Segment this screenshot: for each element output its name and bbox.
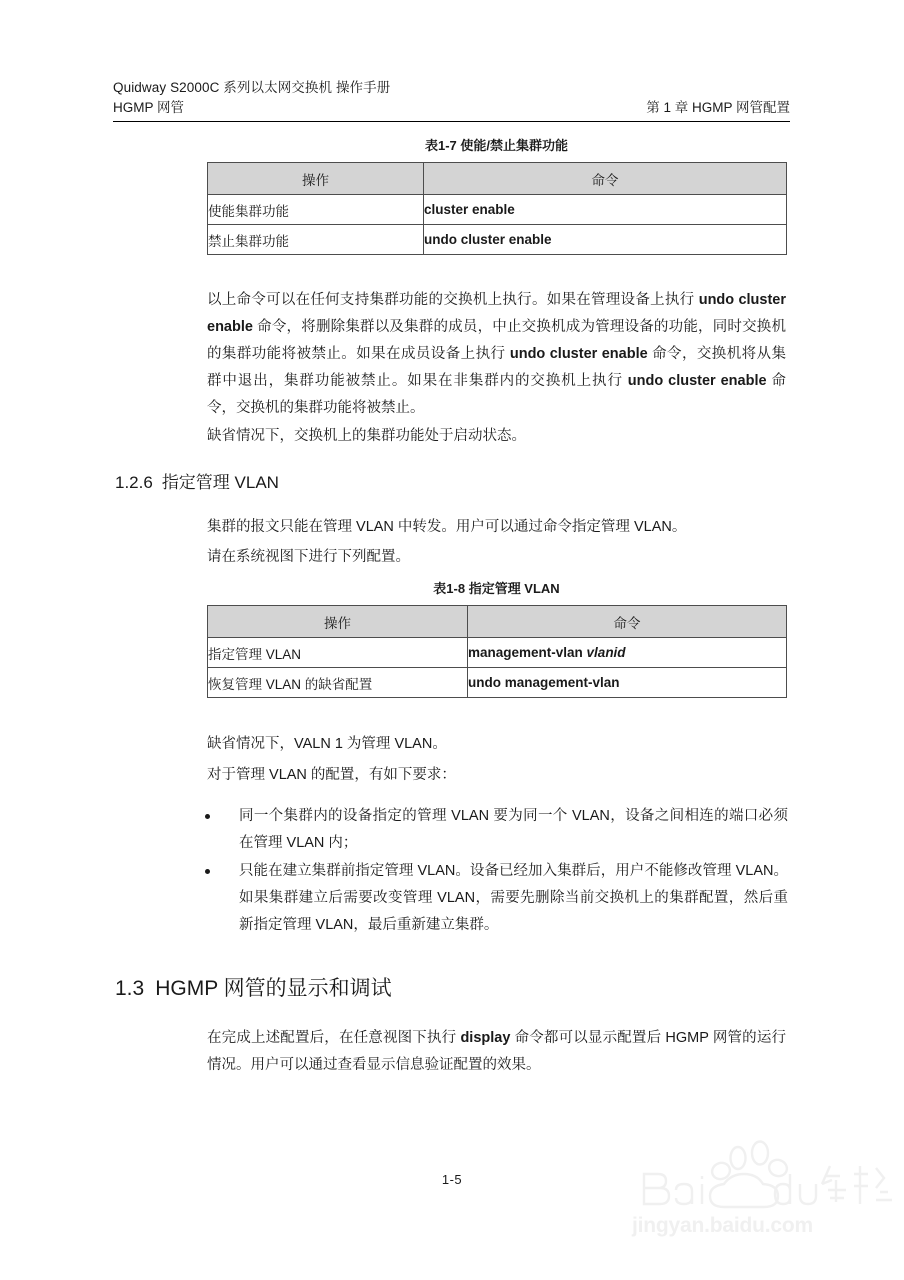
paragraph-default-vlan xyxy=(207,731,786,758)
para-text: 请在系统视图下进行下列配置。 xyxy=(207,549,410,565)
para-text: 缺省情况下，交换机上的集群功能处于启动状态。 xyxy=(207,428,526,444)
header-chapter-right: 第 1 章 HGMP 网管配置 xyxy=(646,100,790,115)
para-text: 以上命令可以在任何支持集群功能的交换机上执行。如果在管理设备上执行 xyxy=(207,292,699,308)
table-row xyxy=(208,638,787,668)
table-1-8-wrapper xyxy=(207,605,786,698)
paragraph-cluster-enable xyxy=(207,287,786,422)
command-text: management-vlan xyxy=(468,645,587,660)
table-row xyxy=(208,668,787,698)
para-text: 命令，将删除集群以及集群的成员，中止交换机成为管理设备的功能，同时交换机的集群功能将被禁止。如果在成员设备上执行 xyxy=(207,319,786,362)
command-inline: undo cluster enable xyxy=(509,346,648,362)
cell-operation: 指定管理 VLAN xyxy=(208,638,468,668)
header-second-line xyxy=(113,98,790,117)
table-1-7 xyxy=(207,162,787,255)
paragraph-vlan-requirements-lead xyxy=(207,762,786,789)
cell-command xyxy=(468,638,787,668)
table-row xyxy=(208,195,787,225)
list-item-text: 只能在建立集群前指定管理 VLAN。设备已经加入集群后，用户不能修改管理 VLAN。如果集群建立后需要改变管理 VLAN，需要先删除当前交换机上的集群配置，然后重新指定管理 VLAN，最后重新建立集群。 xyxy=(239,863,788,933)
column-header-operation: 操作 xyxy=(208,606,468,638)
list-item-text: 同一个集群内的设备指定的管理 VLAN 要为同一个 VLAN，设备之间相连的端口必须在管理 VLAN 内； xyxy=(239,808,788,851)
list-item xyxy=(205,858,788,939)
watermark-url: jingyan.baidu.com xyxy=(632,1214,813,1237)
bullet-dot-icon xyxy=(205,869,210,874)
cell-command xyxy=(468,668,787,698)
bullet-dot-icon xyxy=(205,814,210,819)
heading-number: 1.3 xyxy=(115,977,145,1000)
paragraph-vlan-intro xyxy=(207,514,786,541)
cell-operation: 使能集群功能 xyxy=(208,195,424,225)
column-header-command: 命令 xyxy=(424,163,787,195)
table-1-8 xyxy=(207,605,787,698)
column-header-command: 命令 xyxy=(468,606,787,638)
cell-operation: 恢复管理 VLAN 的缺省配置 xyxy=(208,668,468,698)
command-parameter: vlanid xyxy=(586,645,626,660)
header-chapter-left: HGMP 网管 xyxy=(113,100,185,115)
heading-1-2-6 xyxy=(115,471,790,495)
table-row xyxy=(208,225,787,255)
table-header-row xyxy=(208,163,787,195)
para-text: 对于管理 VLAN 的配置，有如下要求： xyxy=(207,767,456,783)
heading-number: 1.2.6 xyxy=(115,473,153,492)
table-1-8-caption: 表1-8 指定管理 VLAN xyxy=(433,581,560,596)
cell-command: undo cluster enable xyxy=(424,225,787,255)
paragraph-default-state xyxy=(207,423,786,450)
para-text: 集群的报文只能在管理 VLAN 中转发。用户可以通过命令指定管理 VLAN。 xyxy=(207,519,687,535)
list-item xyxy=(205,803,788,857)
paragraph-vlan-config-hint xyxy=(207,544,786,571)
manual-title: Quidway S2000C 系列以太网交换机 操作手册 xyxy=(113,80,391,95)
heading-1-3 xyxy=(115,974,790,1004)
command-inline: undo cluster enable xyxy=(627,373,767,389)
table-1-7-wrapper xyxy=(207,162,786,255)
column-header-operation: 操作 xyxy=(208,163,424,195)
heading-title: HGMP 网管的显示和调试 xyxy=(155,977,392,1000)
heading-title: 指定管理 VLAN xyxy=(161,473,279,492)
vlan-requirements-list xyxy=(205,803,788,939)
table-1-7-caption: 表1-7 使能/禁止集群功能 xyxy=(424,138,568,153)
cell-command: cluster enable xyxy=(424,195,787,225)
command-inline: display xyxy=(460,1030,511,1046)
running-header xyxy=(113,78,790,117)
paragraph-display-command xyxy=(207,1025,786,1079)
cell-operation: 禁止集群功能 xyxy=(208,225,424,255)
baidu-jingyan-watermark xyxy=(624,1138,892,1242)
para-text: 命令，交换机将从集群中退出，集群功能被禁止。如果在非集群内的交换机上执行 xyxy=(207,346,786,389)
table-header-row xyxy=(208,606,787,638)
command-text: undo management-vlan xyxy=(468,675,620,690)
page-number: 1-5 xyxy=(441,1172,463,1187)
para-text: 缺省情况下，VALN 1 为管理 VLAN。 xyxy=(207,736,447,752)
command-inline: undo cluster enable xyxy=(207,292,786,335)
header-divider-rule xyxy=(113,121,790,122)
para-text: 命令，交换机的集群功能将被禁止。 xyxy=(207,373,786,416)
para-text: 命令都可以显示配置后 HGMP 网管的运行情况。用户可以通过查看显示信息验证配置的效果。 xyxy=(207,1030,786,1073)
para-text: 在完成上述配置后，在任意视图下执行 xyxy=(207,1030,461,1046)
